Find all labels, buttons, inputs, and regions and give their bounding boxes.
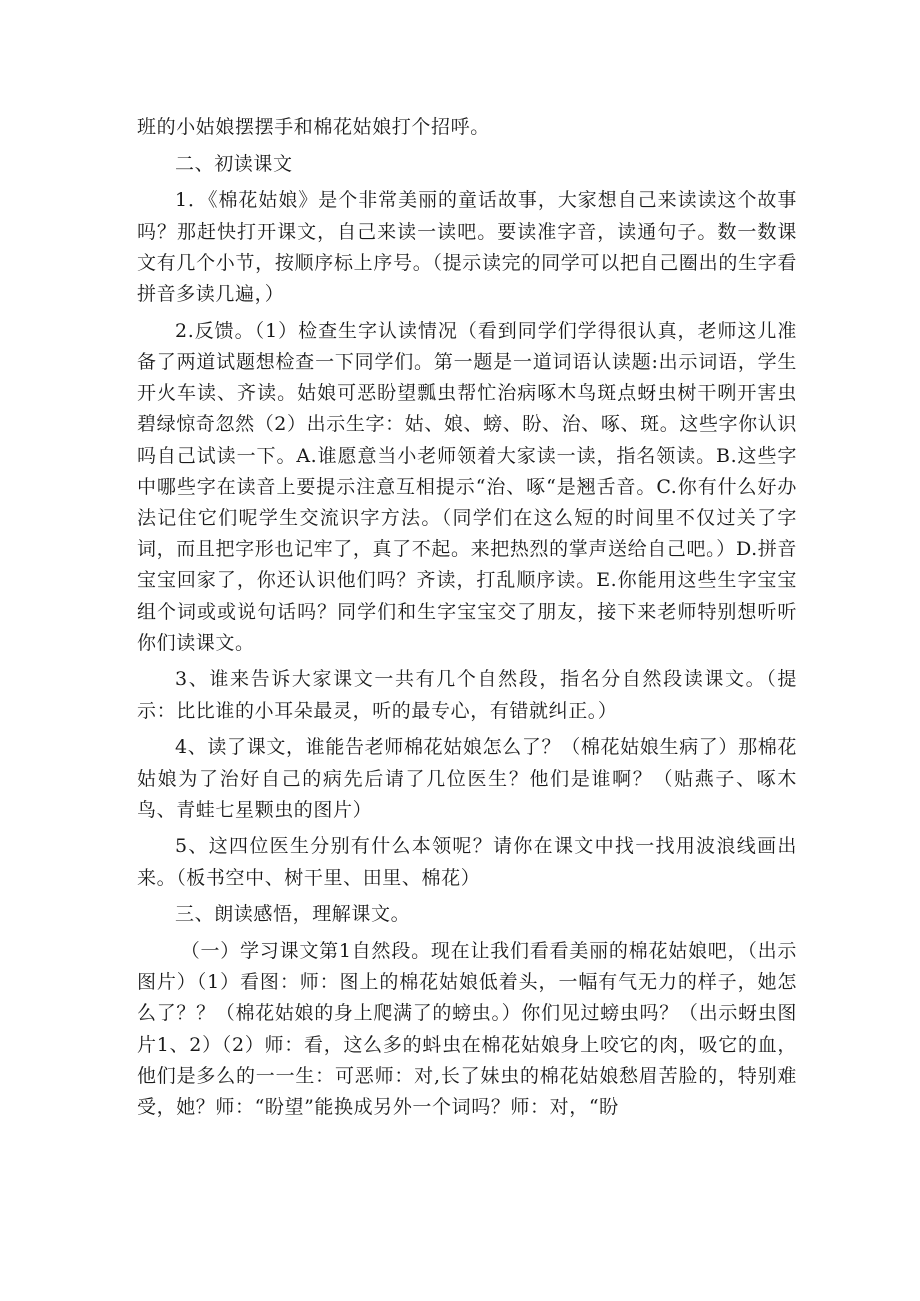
document-body — [137, 112, 797, 1129]
paragraph-step-5: 5、这四位医生分别有什么本领呢？请你在课文中找一找用波浪线画出来。（板书空中、树干里、田里、棉花） — [137, 835, 797, 889]
paragraph-step-1: 1．《棉花姑娘》是个非常美丽的童话故事，大家想自己来读读这个故事吗？那赶快打开课文，自己来读一读吧。要读准字音，读通句子。数一数课文有几个小节，按顺序标上序号。（提示读完的同学可以把自己圈出的生字看拼音多读几遍，） — [137, 189, 797, 306]
section-heading-first-reading: 二、初读课文 — [175, 152, 293, 175]
paragraph-part-one: （一）学习课文第1自然段。现在让我们看看美丽的棉花姑娘吧，（出示图片）（1）看图：师：图上的棉花姑娘低着头，一幅有气无力的样子，她怎么了？？（棉花姑娘的身上爬满了的螃虫。）你们见过螃虫吗？（出示蚜虫图片1、2）（2）师：看，这么多的蚪虫在棉花姑娘身上咬它的肉，吸它的血，他们是多么的一一生：可恶师：对,长了妹虫的棉花姑娘愁眉苦脸的，特别难受，她？师：“盼望”能换成另外一个词吗？师：对，“盼 — [137, 940, 797, 1119]
paragraph-continuation: 班的小姑娘摆摆手和棉花姑娘打个招呼。 — [137, 116, 490, 138]
section-heading-reading-comprehension: 三、朗读感悟，理解课文。 — [175, 903, 411, 926]
paragraph-step-4: 4、读了课文，谁能告老师棉花姑娘怎么了？（棉花姑娘生病了）那棉花姑娘为了治好自己的病先后请了几位医生？他们是谁啊？（贴燕子、啄木鸟、青蛙七星颗虫的图片） — [137, 736, 797, 821]
paragraph-step-2-feedback: 2.反馈。（1）检查生字认读情况（看到同学们学得很认真，老师这儿准备了两道试题想检查一下同学们。第一题是一道词语认读题:出示词语，学生开火车读、齐读。姑娘可恶盼望瓢虫帮忙治病啄木鸟斑点蚜虫树干咧开害虫碧绿惊奇忽然（2）出示生字：姑、娘、螃、盼、治、啄、斑。这些字你认识吗自己试读一下。A.谁愿意当小老师领着大家读一读，指名领读。B.这些字中哪些字在读音上要提示注意互相提示“治、啄“是翘舌音。C.你有什么好办法记住它们呢学生交流识字方法。（同学们在这么短的时间里不仅过关了字词，而且把字形也记牢了，真了不起。来把热烈的掌声送给自己吧。）D.拼音宝宝回家了，你还认识他们吗？齐读，打乱顺序读。E.你能用这些生字宝宝组个词或或说句话吗？同学们和生字宝宝交了朋友，接下来老师特别想听听你们读课文。 — [137, 319, 797, 654]
paragraph-step-3: 3、谁来告诉大家课文一共有几个自然段，指名分自然段读课文。（提示：比比谁的小耳朵最灵，听的最专心，有错就纠正。） — [137, 668, 797, 722]
